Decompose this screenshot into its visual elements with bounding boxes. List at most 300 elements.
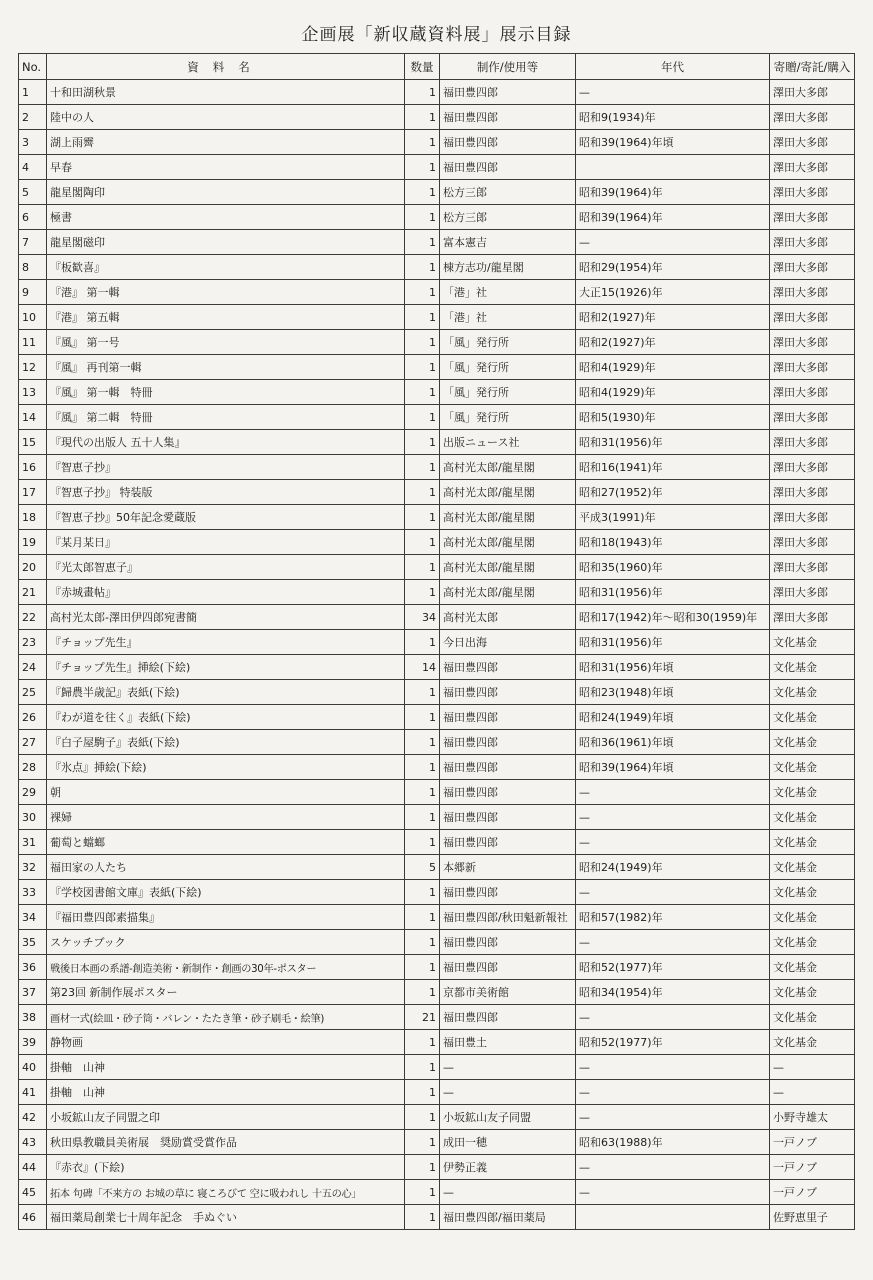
cell-maker: 福田豊四郎 [440, 105, 576, 130]
table-row [19, 855, 855, 880]
cell-maker: 福田豊四郎 [440, 805, 576, 830]
cell-donor: 澤田大多郎 [770, 80, 855, 105]
cell-no: 17 [19, 480, 47, 505]
cell-name: 朝 [47, 780, 405, 805]
table-row [19, 880, 855, 905]
cell-qty: 1 [405, 1030, 440, 1055]
cell-maker: 高村光太郎 [440, 605, 576, 630]
cell-donor: 文化基金 [770, 780, 855, 805]
cell-name: 『板歓喜』 [47, 255, 405, 280]
cell-name: 『福田豊四郎素描集』 [47, 905, 405, 930]
header-qty: 数量 [405, 54, 440, 80]
cell-qty: 14 [405, 655, 440, 680]
table-row [19, 555, 855, 580]
page-title: 企画展「新収蔵資料展」展示目録 [301, 25, 572, 45]
cell-year: — [576, 1055, 770, 1080]
cell-donor: 一戸ノブ [770, 1130, 855, 1155]
table-row [19, 155, 855, 180]
table-row [19, 1080, 855, 1105]
cell-maker: 高村光太郎/龍星閣 [440, 530, 576, 555]
cell-maker: 福田豊四郎 [440, 880, 576, 905]
cell-no: 32 [19, 855, 47, 880]
cell-name: 掛軸 山神 [47, 1080, 405, 1105]
cell-qty: 1 [405, 805, 440, 830]
cell-year: — [576, 880, 770, 905]
cell-year: — [576, 80, 770, 105]
cell-no: 28 [19, 755, 47, 780]
cell-donor: 澤田大多郎 [770, 430, 855, 455]
cell-name: 『赤衣』(下絵) [47, 1155, 405, 1180]
cell-donor: 文化基金 [770, 655, 855, 680]
cell-donor: — [770, 1080, 855, 1105]
table-row [19, 405, 855, 430]
cell-qty: 1 [405, 130, 440, 155]
cell-qty: 1 [405, 330, 440, 355]
cell-qty: 1 [405, 1105, 440, 1130]
cell-maker: 松方三郎 [440, 180, 576, 205]
cell-no: 3 [19, 130, 47, 155]
cell-donor: 澤田大多郎 [770, 255, 855, 280]
cell-qty: 5 [405, 855, 440, 880]
cell-donor: 文化基金 [770, 805, 855, 830]
table-row [19, 730, 855, 755]
table-row [19, 655, 855, 680]
cell-maker: 高村光太郎/龍星閣 [440, 455, 576, 480]
cell-year: 昭和27(1952)年 [576, 480, 770, 505]
table-row [19, 1205, 855, 1230]
cell-donor: 文化基金 [770, 705, 855, 730]
cell-qty: 1 [405, 705, 440, 730]
cell-no: 10 [19, 305, 47, 330]
cell-no: 39 [19, 1030, 47, 1055]
cell-qty: 1 [405, 1080, 440, 1105]
table-row [19, 580, 855, 605]
cell-maker: 福田豊四郎 [440, 780, 576, 805]
table-row [19, 505, 855, 530]
cell-no: 6 [19, 205, 47, 230]
cell-donor: 文化基金 [770, 905, 855, 930]
cell-name: 『チョップ先生』挿絵(下絵) [47, 655, 405, 680]
cell-name: 『智恵子抄』50年記念愛蔵版 [47, 505, 405, 530]
cell-no: 41 [19, 1080, 47, 1105]
cell-maker: 「港」社 [440, 280, 576, 305]
table-row [19, 605, 855, 630]
cell-name: 『風』 第一号 [47, 330, 405, 355]
cell-year: 昭和23(1948)年頃 [576, 680, 770, 705]
cell-qty: 1 [405, 830, 440, 855]
cell-maker: 富本憲吉 [440, 230, 576, 255]
cell-qty: 1 [405, 430, 440, 455]
cell-no: 46 [19, 1205, 47, 1230]
cell-no: 16 [19, 455, 47, 480]
cell-maker: 本郷新 [440, 855, 576, 880]
cell-no: 34 [19, 905, 47, 930]
cell-no: 27 [19, 730, 47, 755]
cell-qty: 1 [405, 880, 440, 905]
cell-year: 昭和2(1927)年 [576, 330, 770, 355]
cell-maker: 福田豊四郎 [440, 130, 576, 155]
table-row [19, 1055, 855, 1080]
table-row [19, 705, 855, 730]
cell-no: 43 [19, 1130, 47, 1155]
cell-donor: 澤田大多郎 [770, 180, 855, 205]
cell-qty: 1 [405, 555, 440, 580]
cell-no: 40 [19, 1055, 47, 1080]
table-row [19, 105, 855, 130]
cell-year: 昭和9(1934)年 [576, 105, 770, 130]
cell-maker: 「港」社 [440, 305, 576, 330]
cell-name: 裸婦 [47, 805, 405, 830]
cell-no: 5 [19, 180, 47, 205]
cell-qty: 1 [405, 780, 440, 805]
cell-qty: 1 [405, 1130, 440, 1155]
cell-donor: 澤田大多郎 [770, 505, 855, 530]
cell-year: — [576, 1180, 770, 1205]
cell-no: 38 [19, 1005, 47, 1030]
cell-donor: — [770, 1055, 855, 1080]
cell-qty: 1 [405, 105, 440, 130]
cell-no: 23 [19, 630, 47, 655]
cell-name: 十和田湖秋景 [47, 80, 405, 105]
cell-year: 昭和31(1956)年 [576, 630, 770, 655]
cell-qty: 1 [405, 80, 440, 105]
cell-name: 高村光太郎-澤田伊四郎宛書簡 [47, 605, 405, 630]
cell-year: 昭和39(1964)年 [576, 180, 770, 205]
table-row [19, 255, 855, 280]
table-row [19, 630, 855, 655]
cell-qty: 1 [405, 505, 440, 530]
table-row [19, 280, 855, 305]
cell-no: 22 [19, 605, 47, 630]
cell-qty: 1 [405, 380, 440, 405]
cell-year: — [576, 1080, 770, 1105]
catalog-table [18, 53, 855, 1230]
cell-donor: 文化基金 [770, 855, 855, 880]
cell-donor: 文化基金 [770, 1030, 855, 1055]
table-row [19, 305, 855, 330]
cell-qty: 1 [405, 580, 440, 605]
table-row [19, 430, 855, 455]
cell-maker: 高村光太郎/龍星閣 [440, 580, 576, 605]
cell-maker: 高村光太郎/龍星閣 [440, 555, 576, 580]
cell-year: 昭和63(1988)年 [576, 1130, 770, 1155]
cell-qty: 1 [405, 1055, 440, 1080]
header-name: 資料名 [47, 54, 405, 80]
cell-year: 昭和57(1982)年 [576, 905, 770, 930]
table-row [19, 380, 855, 405]
cell-donor: 文化基金 [770, 930, 855, 955]
cell-qty: 21 [405, 1005, 440, 1030]
cell-no: 25 [19, 680, 47, 705]
cell-year: 平成3(1991)年 [576, 505, 770, 530]
cell-year: — [576, 805, 770, 830]
cell-donor: 澤田大多郎 [770, 605, 855, 630]
cell-year: 昭和39(1964)年頃 [576, 130, 770, 155]
cell-maker: — [440, 1180, 576, 1205]
cell-name: 『港』 第五輯 [47, 305, 405, 330]
cell-maker: 福田豊四郎 [440, 155, 576, 180]
cell-no: 15 [19, 430, 47, 455]
cell-donor: 澤田大多郎 [770, 280, 855, 305]
cell-maker: 福田豊四郎 [440, 1005, 576, 1030]
cell-name: 静物画 [47, 1030, 405, 1055]
cell-name: 『チョップ先生』 [47, 630, 405, 655]
cell-qty: 1 [405, 955, 440, 980]
cell-no: 44 [19, 1155, 47, 1180]
cell-donor: 澤田大多郎 [770, 155, 855, 180]
cell-no: 33 [19, 880, 47, 905]
cell-maker: 「風」発行所 [440, 405, 576, 430]
cell-qty: 1 [405, 680, 440, 705]
cell-year: 昭和52(1977)年 [576, 1030, 770, 1055]
cell-year [576, 1205, 770, 1230]
cell-name: 『港』 第一輯 [47, 280, 405, 305]
cell-maker: 京都市美術館 [440, 980, 576, 1005]
cell-donor: 一戸ノブ [770, 1155, 855, 1180]
cell-donor: 澤田大多郎 [770, 555, 855, 580]
cell-name: 『現代の出版人 五十人集』 [47, 430, 405, 455]
cell-no: 4 [19, 155, 47, 180]
cell-name: 戦後日本画の系譜-創造美術・新制作・創画の30年-ポスター [47, 955, 405, 980]
table-row [19, 1105, 855, 1130]
cell-maker: 福田豊四郎 [440, 680, 576, 705]
cell-donor: 澤田大多郎 [770, 580, 855, 605]
cell-donor: 澤田大多郎 [770, 105, 855, 130]
cell-qty: 1 [405, 480, 440, 505]
cell-name: 龍星閣陶印 [47, 180, 405, 205]
cell-name: 『風』 第一輯 特冊 [47, 380, 405, 405]
cell-qty: 1 [405, 930, 440, 955]
cell-year: 昭和17(1942)年〜昭和30(1959)年 [576, 605, 770, 630]
cell-no: 30 [19, 805, 47, 830]
cell-maker: 福田豊四郎 [440, 755, 576, 780]
cell-maker: 福田豊四郎 [440, 80, 576, 105]
cell-donor: 澤田大多郎 [770, 305, 855, 330]
cell-donor: 文化基金 [770, 830, 855, 855]
cell-qty: 1 [405, 280, 440, 305]
cell-no: 31 [19, 830, 47, 855]
cell-qty: 1 [405, 255, 440, 280]
cell-donor: 文化基金 [770, 980, 855, 1005]
cell-donor: 澤田大多郎 [770, 480, 855, 505]
table-row [19, 80, 855, 105]
cell-no: 12 [19, 355, 47, 380]
cell-maker: 成田一穂 [440, 1130, 576, 1155]
table-row [19, 230, 855, 255]
cell-year: — [576, 1155, 770, 1180]
cell-name: 『智恵子抄』 [47, 455, 405, 480]
cell-qty: 1 [405, 755, 440, 780]
cell-maker: 「風」発行所 [440, 330, 576, 355]
header-year: 年代 [576, 54, 770, 80]
cell-name: 小坂鉱山友子同盟之印 [47, 1105, 405, 1130]
cell-no: 8 [19, 255, 47, 280]
cell-maker: 福田豊土 [440, 1030, 576, 1055]
cell-no: 36 [19, 955, 47, 980]
cell-maker: 出版ニュース社 [440, 430, 576, 455]
cell-year: 昭和16(1941)年 [576, 455, 770, 480]
table-row [19, 680, 855, 705]
cell-no: 29 [19, 780, 47, 805]
cell-name: 拓本 句碑「不来方の お城の草に 寝ころびて 空に吸われし 十五の心」 [47, 1180, 405, 1205]
cell-year: 昭和36(1961)年頃 [576, 730, 770, 755]
cell-donor: 文化基金 [770, 755, 855, 780]
cell-name: 『赤城畫帖』 [47, 580, 405, 605]
cell-no: 19 [19, 530, 47, 555]
cell-donor: 佐野恵里子 [770, 1205, 855, 1230]
table-row [19, 1030, 855, 1055]
cell-donor: 一戸ノブ [770, 1180, 855, 1205]
cell-no: 2 [19, 105, 47, 130]
cell-year: 昭和29(1954)年 [576, 255, 770, 280]
table-row [19, 530, 855, 555]
table-row [19, 930, 855, 955]
cell-donor: 文化基金 [770, 880, 855, 905]
cell-no: 1 [19, 80, 47, 105]
table-row [19, 355, 855, 380]
cell-qty: 1 [405, 730, 440, 755]
table-row [19, 980, 855, 1005]
cell-year: 昭和34(1954)年 [576, 980, 770, 1005]
cell-donor: 澤田大多郎 [770, 130, 855, 155]
cell-donor: 小野寺雄太 [770, 1105, 855, 1130]
catalog-body [19, 80, 855, 1230]
cell-maker: 高村光太郎/龍星閣 [440, 480, 576, 505]
cell-year: 大正15(1926)年 [576, 280, 770, 305]
cell-no: 11 [19, 330, 47, 355]
cell-name: 福田家の人たち [47, 855, 405, 880]
cell-qty: 1 [405, 155, 440, 180]
table-row [19, 755, 855, 780]
cell-name: 龍星閣磁印 [47, 230, 405, 255]
cell-donor: 文化基金 [770, 680, 855, 705]
cell-year: — [576, 1005, 770, 1030]
header-maker: 制作/使用等 [440, 54, 576, 80]
cell-qty: 1 [405, 1180, 440, 1205]
cell-name: 湖上雨霽 [47, 130, 405, 155]
cell-year: 昭和31(1956)年頃 [576, 655, 770, 680]
cell-name: 『某月某日』 [47, 530, 405, 555]
cell-year: — [576, 1105, 770, 1130]
cell-name: 『歸農半歳記』表紙(下絵) [47, 680, 405, 705]
cell-maker: 福田豊四郎 [440, 730, 576, 755]
cell-qty: 1 [405, 1205, 440, 1230]
table-row [19, 1155, 855, 1180]
table-row [19, 1180, 855, 1205]
cell-maker: 福田豊四郎 [440, 705, 576, 730]
cell-no: 13 [19, 380, 47, 405]
cell-qty: 1 [405, 180, 440, 205]
cell-year: 昭和4(1929)年 [576, 380, 770, 405]
cell-year: 昭和31(1956)年 [576, 430, 770, 455]
cell-qty: 1 [405, 405, 440, 430]
cell-no: 45 [19, 1180, 47, 1205]
cell-no: 24 [19, 655, 47, 680]
cell-donor: 文化基金 [770, 955, 855, 980]
cell-qty: 1 [405, 530, 440, 555]
cell-donor: 澤田大多郎 [770, 530, 855, 555]
cell-name: 葡萄と蟷螂 [47, 830, 405, 855]
table-row [19, 455, 855, 480]
cell-qty: 34 [405, 605, 440, 630]
cell-maker: 福田豊四郎/秋田魁新報社 [440, 905, 576, 930]
cell-maker: — [440, 1055, 576, 1080]
cell-maker: 今日出海 [440, 630, 576, 655]
cell-maker: — [440, 1080, 576, 1105]
cell-maker: 福田豊四郎 [440, 955, 576, 980]
table-row [19, 1130, 855, 1155]
cell-name: 掛軸 山神 [47, 1055, 405, 1080]
cell-maker: 福田豊四郎 [440, 655, 576, 680]
cell-year: 昭和24(1949)年頃 [576, 705, 770, 730]
cell-maker: 福田豊四郎 [440, 830, 576, 855]
cell-maker: 「風」発行所 [440, 355, 576, 380]
cell-qty: 1 [405, 630, 440, 655]
cell-maker: 小坂鉱山友子同盟 [440, 1105, 576, 1130]
cell-no: 42 [19, 1105, 47, 1130]
cell-year [576, 155, 770, 180]
cell-year: 昭和35(1960)年 [576, 555, 770, 580]
header-no: No. [19, 54, 47, 80]
cell-no: 37 [19, 980, 47, 1005]
table-row [19, 805, 855, 830]
cell-qty: 1 [405, 905, 440, 930]
cell-no: 18 [19, 505, 47, 530]
cell-year: 昭和18(1943)年 [576, 530, 770, 555]
cell-qty: 1 [405, 205, 440, 230]
cell-year: 昭和5(1930)年 [576, 405, 770, 430]
cell-qty: 1 [405, 355, 440, 380]
table-row [19, 205, 855, 230]
header-donor: 寄贈/寄託/購入 [770, 54, 855, 80]
cell-donor: 澤田大多郎 [770, 205, 855, 230]
cell-year: 昭和24(1949)年 [576, 855, 770, 880]
cell-name: 『智恵子抄』 特装版 [47, 480, 405, 505]
cell-donor: 澤田大多郎 [770, 355, 855, 380]
cell-name: 極書 [47, 205, 405, 230]
cell-name: 『学校図書館文庫』表紙(下絵) [47, 880, 405, 905]
cell-maker: 伊勢正義 [440, 1155, 576, 1180]
cell-maker: 高村光太郎/龍星閣 [440, 505, 576, 530]
table-row [19, 180, 855, 205]
cell-year: 昭和4(1929)年 [576, 355, 770, 380]
cell-no: 35 [19, 930, 47, 955]
cell-name: 『光太郎智恵子』 [47, 555, 405, 580]
cell-year: 昭和39(1964)年 [576, 205, 770, 230]
cell-year: 昭和39(1964)年頃 [576, 755, 770, 780]
cell-year: — [576, 780, 770, 805]
cell-no: 9 [19, 280, 47, 305]
cell-maker: 松方三郎 [440, 205, 576, 230]
cell-name: 早春 [47, 155, 405, 180]
cell-maker: 棟方志功/龍星閣 [440, 255, 576, 280]
table-row [19, 780, 855, 805]
cell-donor: 澤田大多郎 [770, 405, 855, 430]
table-row [19, 830, 855, 855]
table-row [19, 1005, 855, 1030]
cell-no: 7 [19, 230, 47, 255]
cell-no: 20 [19, 555, 47, 580]
cell-name: 『白子屋駒子』表紙(下絵) [47, 730, 405, 755]
cell-year: 昭和52(1977)年 [576, 955, 770, 980]
cell-name: 『風』 再刊第一輯 [47, 355, 405, 380]
cell-year: — [576, 230, 770, 255]
cell-donor: 澤田大多郎 [770, 330, 855, 355]
cell-qty: 1 [405, 980, 440, 1005]
cell-maker: 「風」発行所 [440, 380, 576, 405]
cell-maker: 福田豊四郎/福田薬局 [440, 1205, 576, 1230]
cell-donor: 文化基金 [770, 630, 855, 655]
